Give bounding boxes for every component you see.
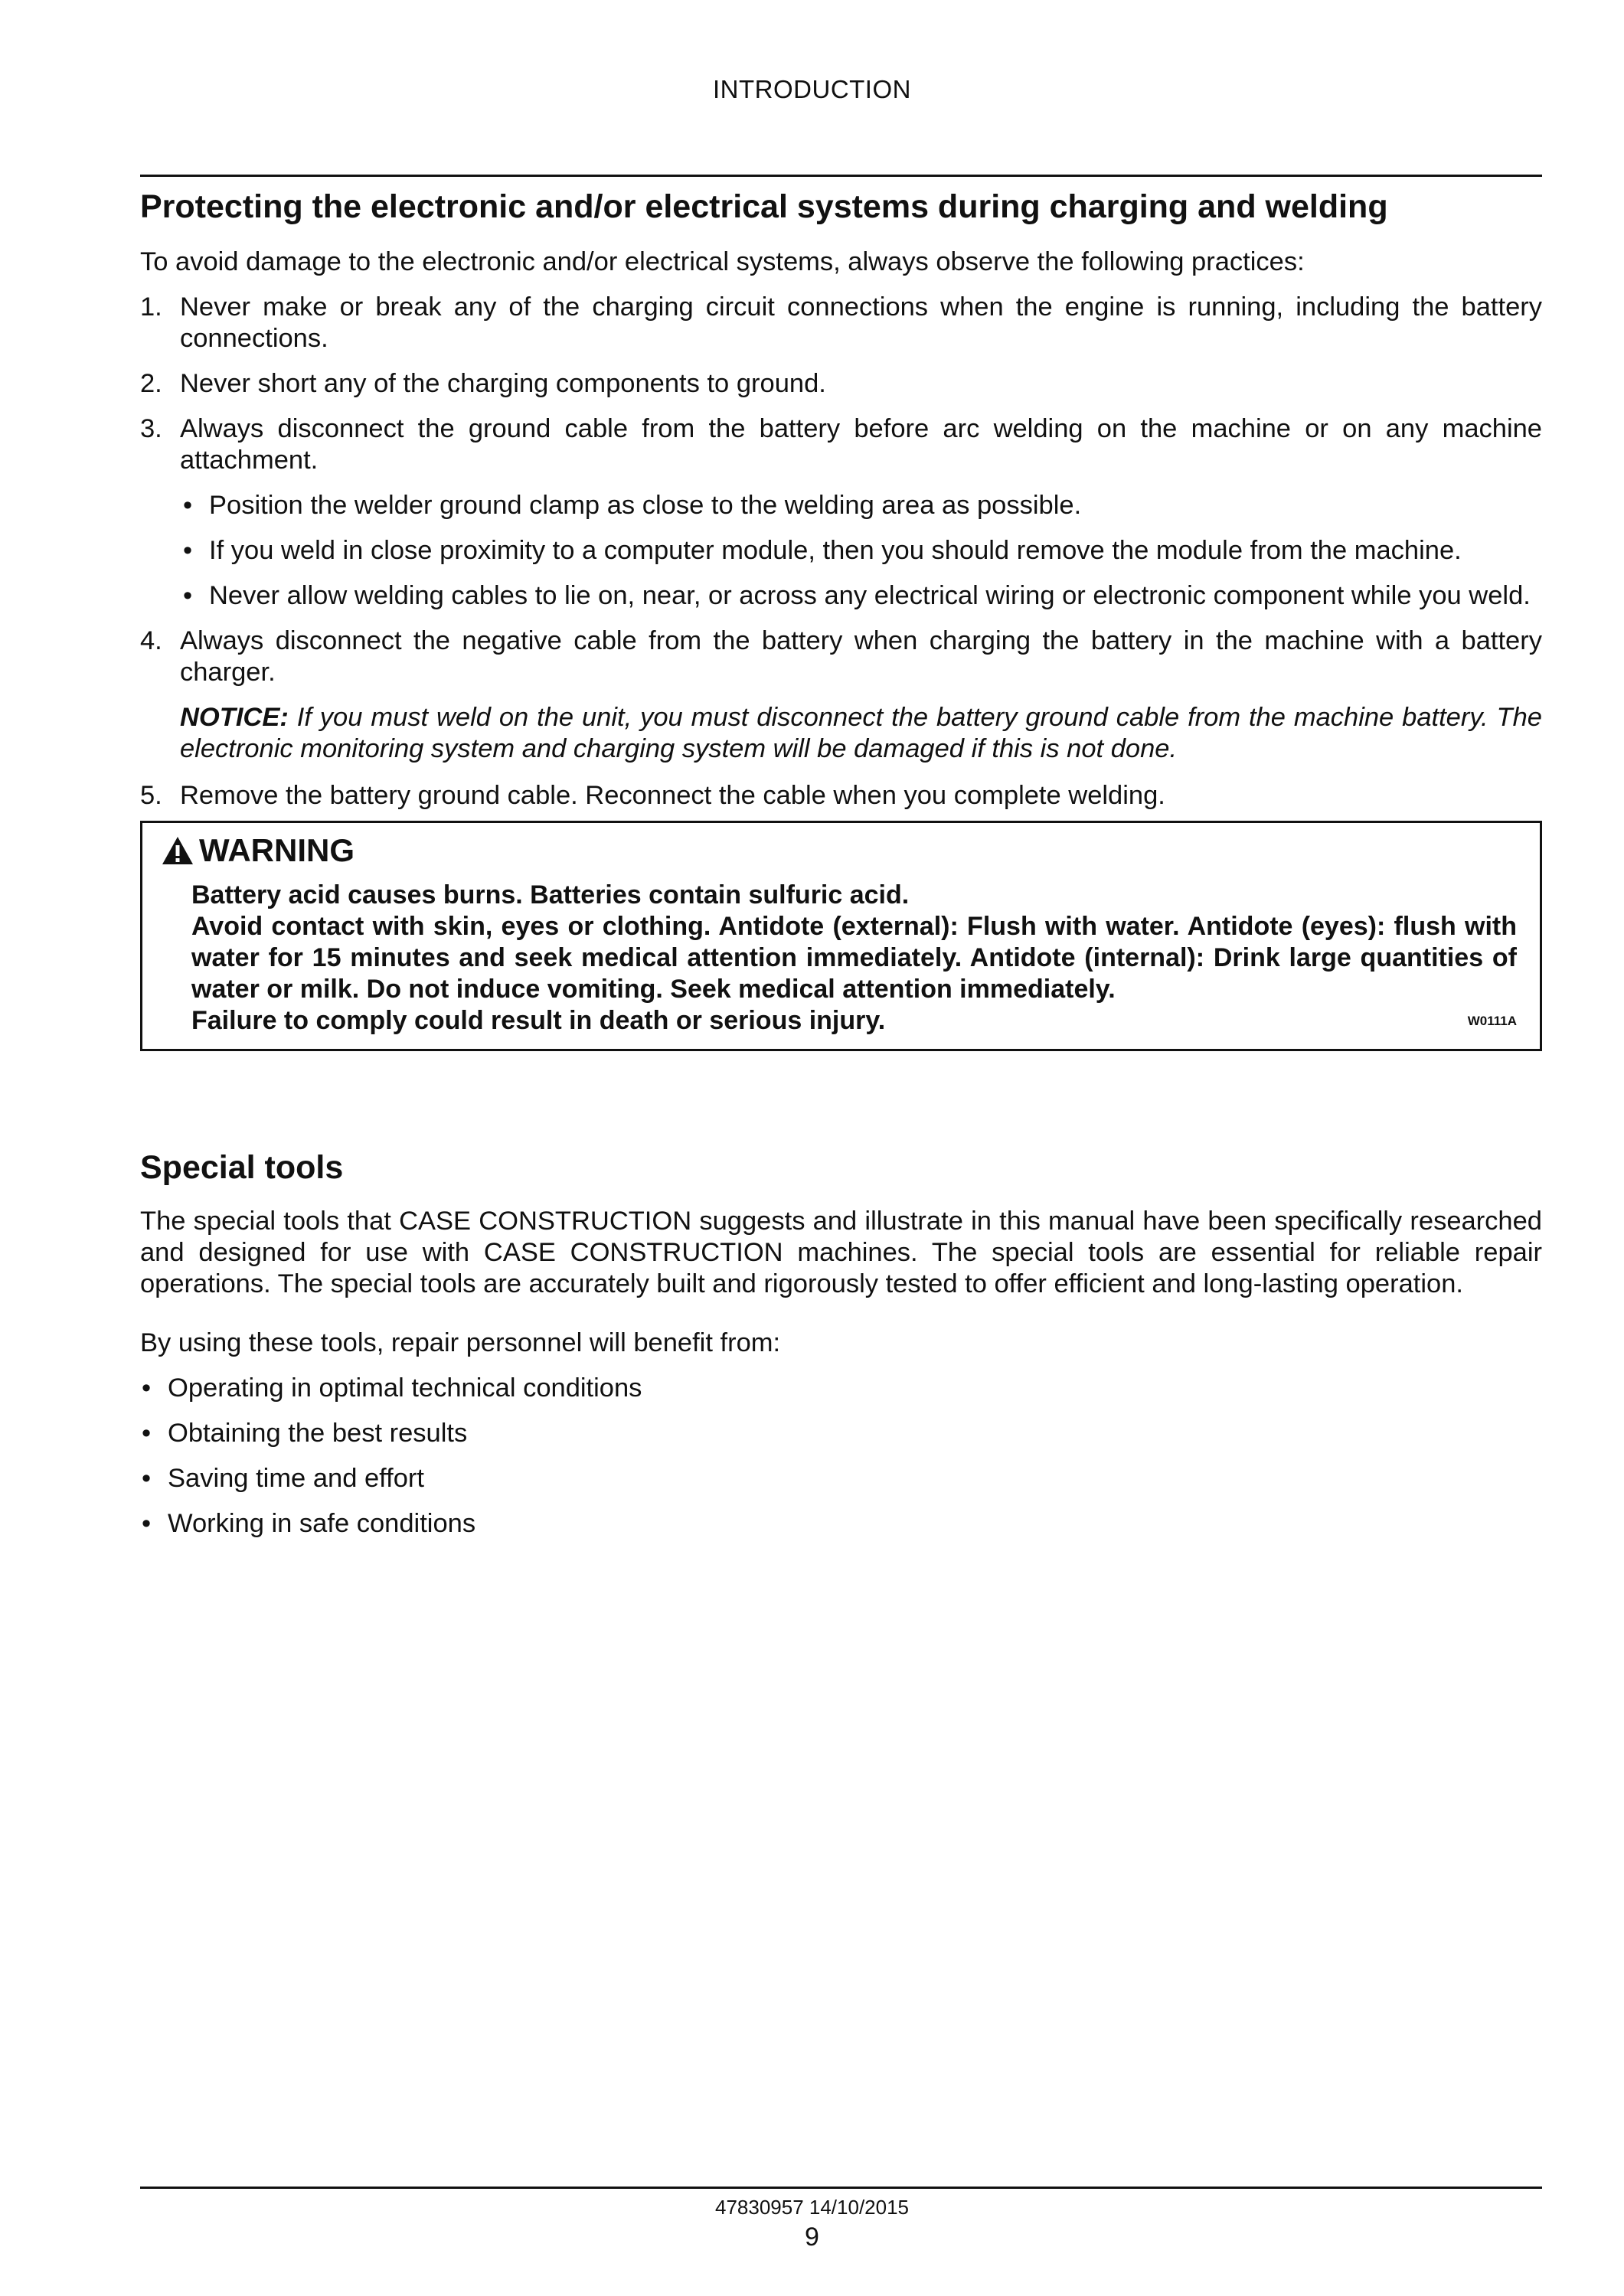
section-title-special-tools: Special tools [140,1149,344,1186]
list-item [140,1508,1542,1540]
list-item [140,1463,1542,1494]
running-header: INTRODUCTION [713,75,911,103]
bullet-icon: • [142,1464,152,1493]
step-number: 5. [140,781,162,810]
bullet-text: Working in safe conditions [168,1509,476,1538]
bullet-icon: • [183,491,193,520]
document-number: 47830957 14/10/2015 [714,2196,910,2219]
bullet-text: Saving time and effort [168,1464,424,1493]
list-item [140,413,1542,612]
warning-triangle-icon [161,835,194,866]
benefits-list [140,1373,1542,1540]
step-text: Always disconnect the ground cable from the battery before arc welding on the machine or on any machine attachment. [180,414,1542,475]
bullet-text: Never allow welding cables to lie on, near, or across any electrical wiring or electronic component while you weld. [209,581,1531,610]
list-item [140,292,1542,354]
section-intro: To avoid damage to the electronic and/or electrical systems, always observe the following practices: [140,247,1305,276]
list-item [140,368,1542,400]
step-number: 1. [140,292,162,322]
bullet-icon: • [183,536,193,565]
special-tools-paragraph: The special tools that CASE CONSTRUCTION suggests and illustrate in this manual have been specifically researched and designed for use with CASE CONSTRUCTION machines. The special tools are essential for reliable repair operations. The special tools are accurately built and rigorously tested to offer efficient and long-lasting operation. [140,1207,1542,1298]
step-text: Never make or break any of the charging circuit connections when the engine is running, including the battery connections. [180,292,1542,353]
notice-paragraph [180,702,1542,765]
notice-label: NOTICE: [180,703,289,732]
footer-rule [140,2187,1542,2189]
list-item [140,625,1542,688]
list-item [180,535,1542,567]
list-item [180,490,1542,521]
practices-list [140,292,1542,688]
step-text: Never short any of the charging components to ground. [180,369,826,398]
bullet-text: Position the welder ground clamp as close to the welding area as possible. [209,491,1082,520]
warning-title: WARNING [199,832,355,868]
warning-box [140,821,1542,1051]
bullet-text: Obtaining the best results [168,1419,468,1448]
warning-line: Battery acid causes burns. Batteries contain sulfuric acid. [191,880,910,910]
step-number: 3. [140,414,162,443]
benefits-intro: By using these tools, repair personnel will benefit from: [140,1328,781,1357]
page-number: 9 [805,2223,819,2252]
list-item [140,1418,1542,1449]
welding-sub-list [180,490,1542,612]
list-item [140,780,1542,812]
warning-body [161,880,1517,1037]
step-number: 4. [140,626,162,655]
warning-line: Avoid contact with skin, eyes or clothing. Antidote (external): Flush with water. Antidote (eyes): flush with water for 15 minutes and seek medical attention immediately. Antidote (internal): Drink large quantities of water or milk. Do not induce vomiting. Seek medical attention immediately. [191,912,1517,1004]
warning-line: Failure to comply could result in death or serious injury. [191,1006,886,1035]
bullet-icon: • [142,1509,152,1538]
list-item [180,580,1542,612]
warning-code: W0111A [1467,1014,1517,1028]
notice-text: If you must weld on the unit, you must disconnect the battery ground cable from the machine battery. The electronic monitoring system and charging system will be damaged if this is not done. [180,703,1542,763]
header-rule [140,175,1542,177]
bullet-text: If you weld in close proximity to a computer module, then you should remove the module from the machine. [209,536,1462,565]
step-text: Remove the battery ground cable. Reconnect the cable when you complete welding. [180,781,1165,810]
bullet-icon: • [183,581,193,610]
page-content [140,182,1542,1553]
step-number: 2. [140,369,162,398]
warning-heading [161,832,1517,869]
section-title-protecting: Protecting the electronic and/or electrical systems during charging and welding [140,188,1388,225]
bullet-icon: • [142,1419,152,1448]
list-item [140,1373,1542,1404]
bullet-text: Operating in optimal technical conditions [168,1373,642,1403]
step-text: Always disconnect the negative cable from the battery when charging the battery in the machine with a battery charger. [180,626,1542,687]
bullet-icon: • [142,1373,152,1403]
practices-list-continued [140,780,1542,812]
